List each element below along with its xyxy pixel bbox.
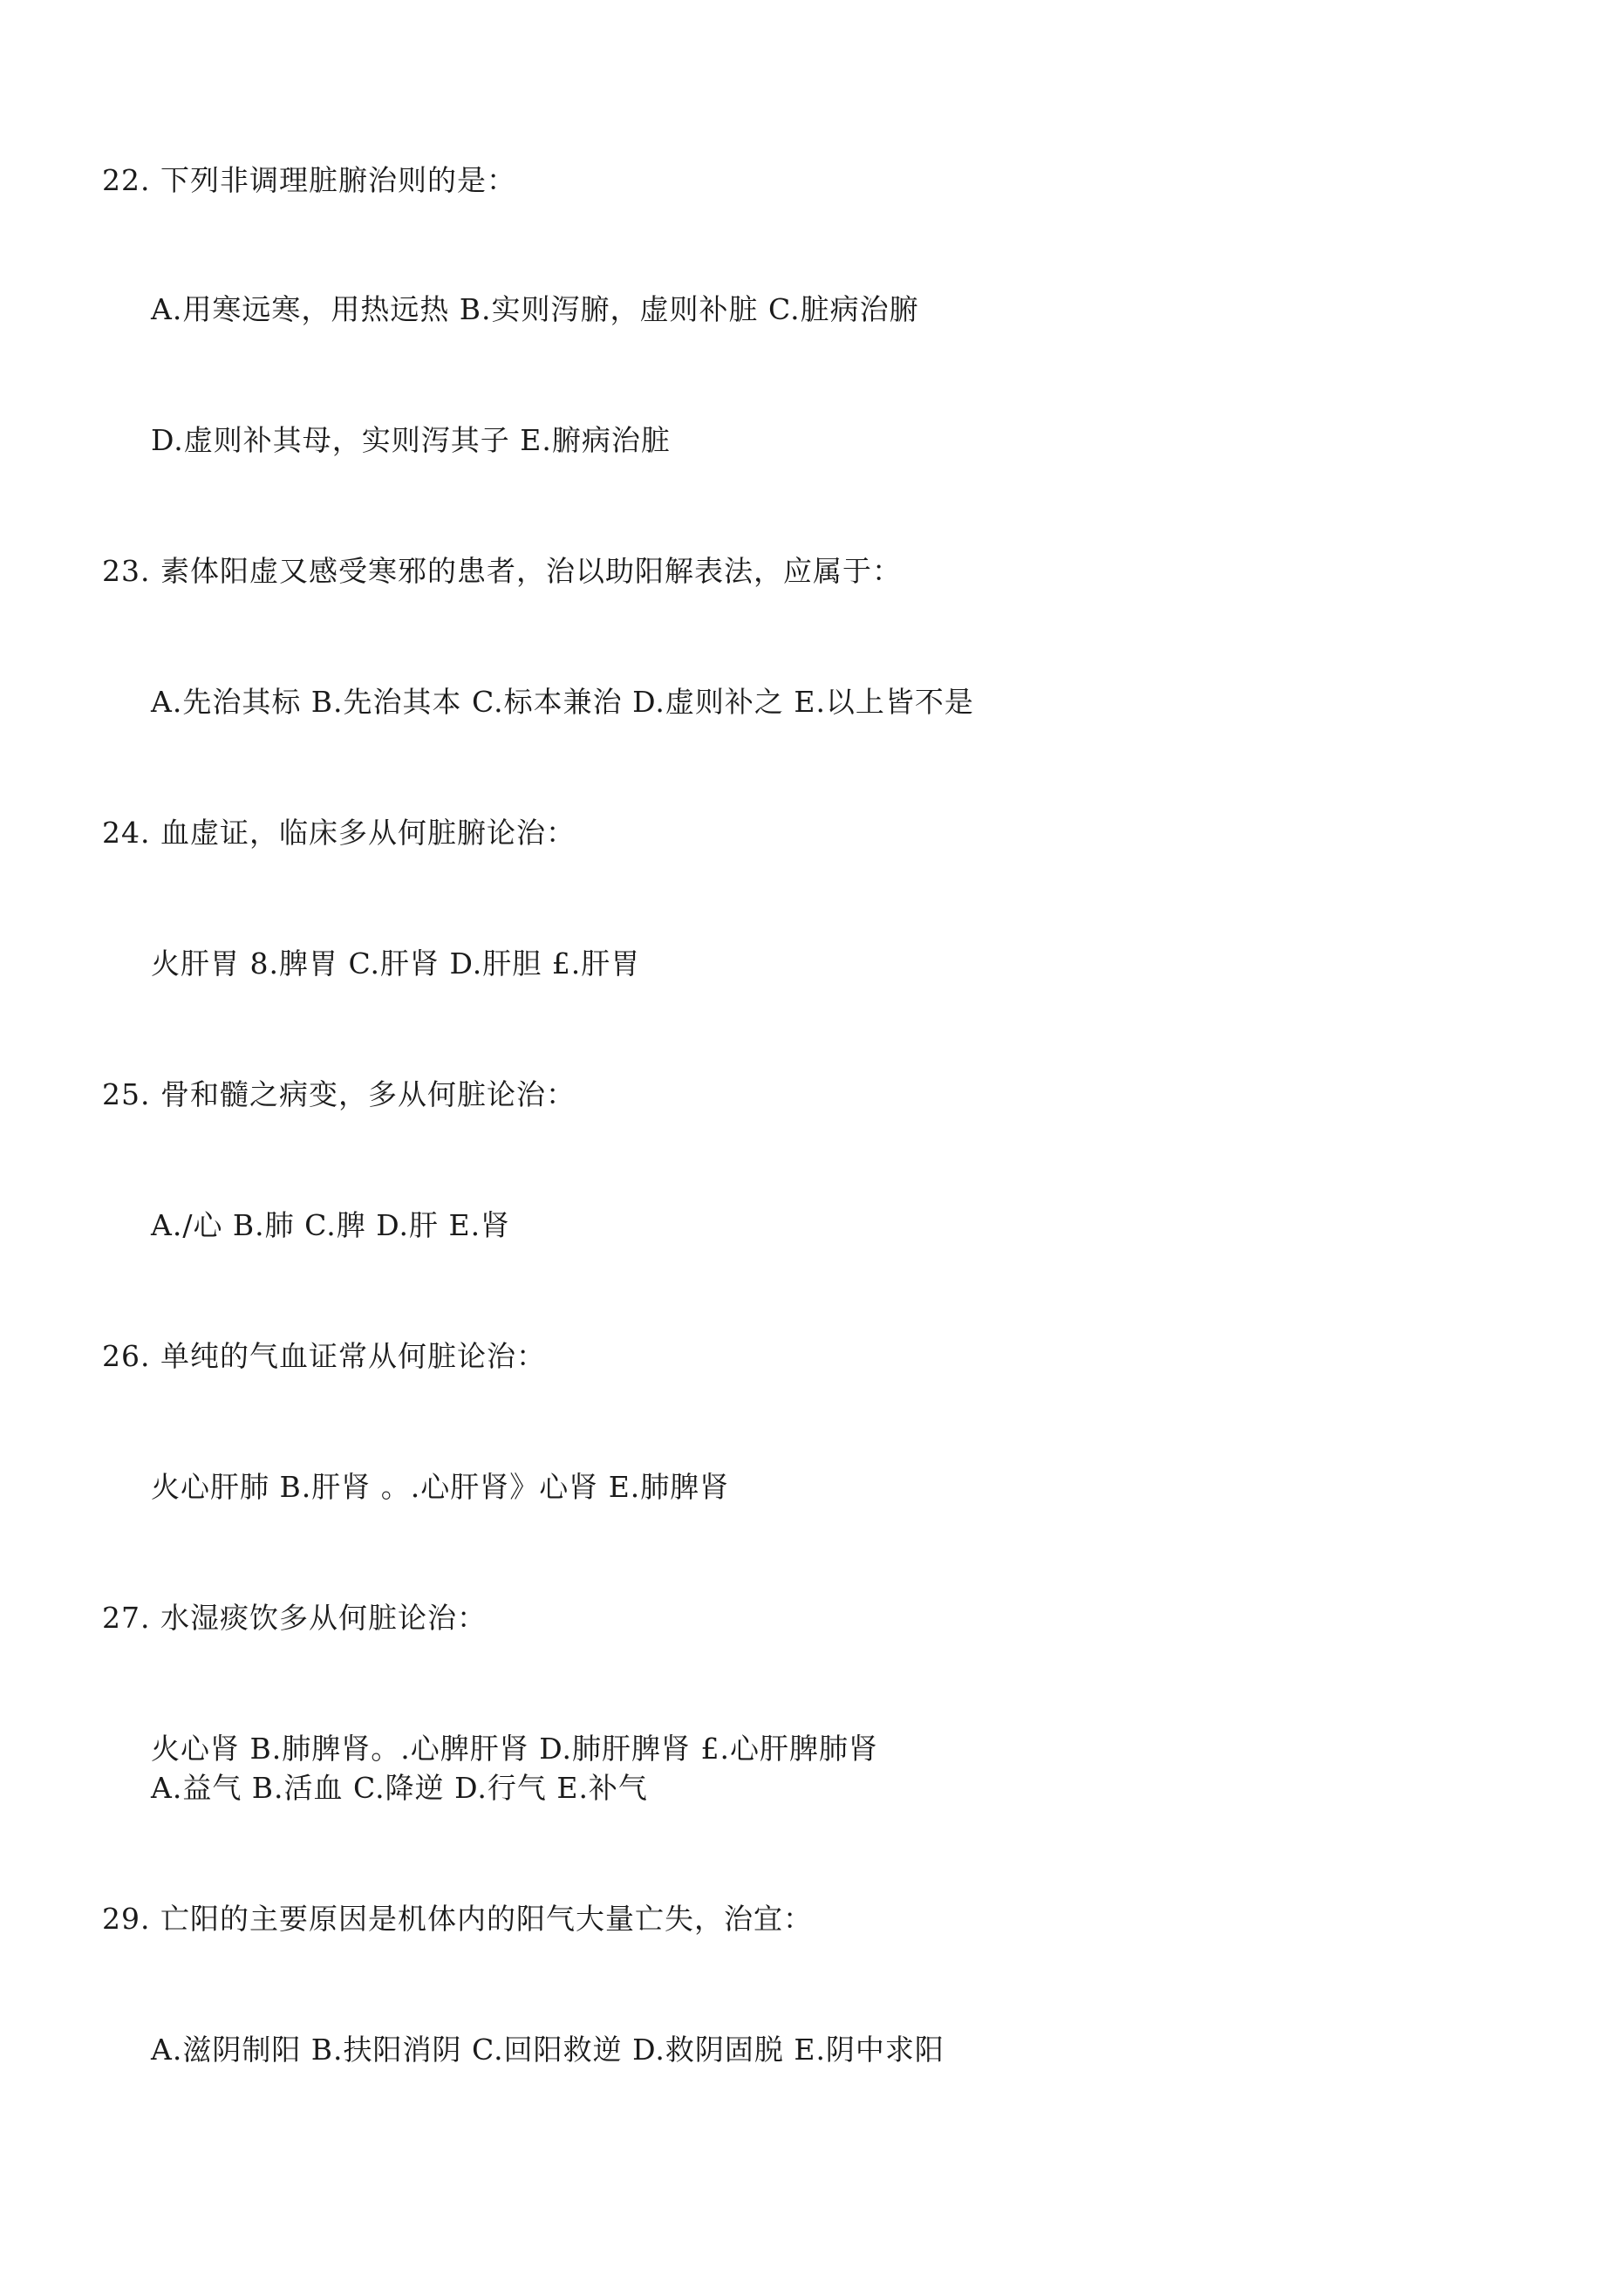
question-22-options-line-1: A.用寒远寒，用热远热 B.实则泻腑，虚则补脏 C.脏病治腑 <box>151 292 919 326</box>
question-27-options-line-1: 火心肾 B.肺脾肾。.心脾肝肾 D.肺肝脾肾 £.心肝脾肺肾 <box>151 1732 878 1766</box>
question-26-stem: 26. 单纯的气血证常从何脏论治： <box>102 1339 546 1373</box>
question-22-stem: 22. 下列非调理脏腑治则的是： <box>102 163 516 197</box>
question-23-options-line-1: A.先治其标 B.先治其本 C.标本兼治 D.虚则补之 E.以上皆不是 <box>151 685 974 719</box>
question-27-options-line-2: A.益气 B.活血 C.降逆 D.行气 E.补气 <box>151 1771 648 1805</box>
question-27-stem: 27. 水湿痰饮多从何脏论治： <box>102 1601 487 1635</box>
question-24-options-line-1: 火肝胃 8.脾胃 C.肝肾 D.肝胆 £.肝胃 <box>151 946 641 981</box>
question-25-stem: 25. 骨和髓之病变，多从何脏论治： <box>102 1077 576 1111</box>
question-23-stem: 23. 素体阳虚又感受寒邪的患者，治以助阳解表法，应属于： <box>102 554 902 588</box>
question-29-stem: 29. 亡阳的主要原因是机体内的阳气大量亡失，治宜： <box>102 1902 813 1936</box>
question-29-options-line-1: A.滋阴制阳 B.扶阳消阴 C.回阳救逆 D.救阴固脱 E.阴中求阳 <box>151 2033 944 2067</box>
question-25-options-line-1: A./心 B.肺 C.脾 D.肝 E.肾 <box>151 1208 511 1242</box>
question-24-stem: 24. 血虚证，临床多从何脏腑论治： <box>102 816 576 850</box>
question-22-options-line-2: D.虚则补其母，实则泻其子 E.腑病治脏 <box>151 423 671 457</box>
question-26-options-line-1: 火心肝肺 B.肝肾 。.心肝肾》心肾 E.肺脾肾 <box>151 1470 730 1504</box>
